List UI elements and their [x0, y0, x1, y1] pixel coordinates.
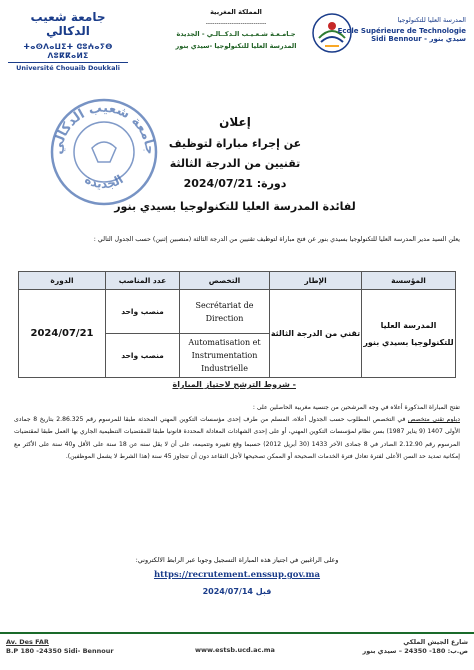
cell-institution: المدرسة العليا للتكنولوجيا بسيدي بنور	[362, 290, 456, 378]
stamp-bottom-text: الجديدة	[82, 172, 126, 192]
university-english-name: Université Chouaib Doukkali	[8, 62, 128, 72]
university-label: جـامـعـة شـعـيـب الـدكــالـي - الجديدة	[176, 30, 296, 38]
cell-positions: منصب واحد	[106, 290, 180, 334]
conditions-intro: تفتح المباراة المذكورة أعلاه في وجه المرشحين من جنسية مغربية الحاصلين على :	[252, 404, 460, 411]
title-line-2: عن إجراء مباراة لتوظيف	[168, 137, 302, 150]
letterhead	[0, 0, 474, 80]
kingdom-label: المملكة المغربية	[210, 8, 262, 16]
header-session: الدورة	[19, 272, 106, 290]
title-line-5: لفائدة المدرسة العليا للتكنولوجيا بسيدي بنور	[114, 200, 356, 213]
title-line-3: تقنيين من الدرجة الثالثة	[169, 157, 301, 170]
cell-specialty: Secrétariat de Direction	[180, 290, 270, 334]
school-logo	[311, 12, 466, 72]
university-tifinagh-name: ⵜⴰⵙⴷⴰⵡⵉⵜ ⵛⵓⵄⴰⵢⴱ ⴷⵓⴽⴽⴰⵍⵉ	[23, 42, 113, 60]
conditions-heading: - شروط الترشح لاجتياز المباراة	[172, 380, 296, 389]
cell-session: 2024/07/21	[19, 290, 106, 378]
conditions-body	[14, 402, 460, 463]
header-positions: عدد المناصب	[106, 272, 180, 290]
header-frame: الإطار	[270, 272, 362, 290]
cell-positions: منصب واحد	[106, 334, 180, 378]
title-session: دورة: 2024/07/21	[183, 177, 287, 190]
footer-address-fr	[6, 638, 114, 656]
university-arabic-name: جامعة شعيب الدكالي	[30, 10, 106, 38]
intro-paragraph: يعلن السيد مدير المدرسة العليا للتكنولوجيا بسيدي بنور عن فتح مباراة لتوظيف تقنيين من الدرجة الثالثة (منصبين إثنين) حسب الجدول التالي :	[93, 236, 460, 243]
registration-link[interactable]: https://recrutement.enssup.gov.ma	[153, 570, 321, 580]
footer-po-box-ar: ص.ب: 180- 24350 – سيدي بنور	[362, 647, 468, 655]
footer	[0, 632, 474, 670]
svg-text:جامعة شعيب الدكالي	[51, 101, 158, 156]
footer-website[interactable]: www.estsb.ucd.ac.ma	[195, 646, 275, 654]
footer-po-box-fr: B.P 180 -24350 Sidi- Bennour	[6, 647, 114, 655]
header-separator: ----------------------------	[205, 20, 267, 27]
conditions-text: في التخصص المطلوب حسب الجدول أعلاه، المسلم من طرف إحدى مؤسسات التكوين المهني المحدثة طبقا للمرسوم رقم 2.86.325 بتاريخ 8 جمادى الأولى 1407 (9 يناير 1987) بسن نظام لمؤسسات التكوين المهني، أو على إحدى الشهادات المعادلة المحددة قانونيا طبقا للمقتضيات التنظيمية الجاري بها العمل طبقا لمقتضيات المرسوم رقم 2.12.90 الصادر في 8 جمادى الآخر 1433 (30 أبريل 2012) حسبما وقع تغييره وتتميمه، على أن لا يقل سنه عن 18 سنة على الأقل و40 سنة على الأكثر مع إمكانية تمديد حد السن الأعلى لفترة تعادل فترة الخدمات الصحيحة أو الممكن تصحيحها لأجل التقاعد دون أن تتجاوز 45 سنة (هذا الشرط لا يشمل الموظفين).	[14, 416, 461, 460]
footer-street-ar: شارع الجيش الملكي	[403, 638, 468, 646]
announcement-title	[150, 115, 320, 190]
university-logo	[8, 10, 128, 70]
svg-text:الجديدة	[82, 172, 125, 191]
footer-street-fr: Av. Des FAR	[6, 638, 49, 646]
table-header-row	[19, 272, 456, 290]
conditions-details	[14, 414, 460, 463]
official-stamp	[44, 92, 164, 212]
diploma-highlight: دبلوم تقني متخصص	[407, 416, 460, 424]
registration-deadline: قبل 2024/07/14	[202, 587, 272, 596]
positions-table	[18, 271, 456, 378]
school-label: المدرسة العليا للتكنولوجيا -سيدي بنور	[175, 42, 297, 50]
cell-specialty: Automatisation et Instrumentation Industrielle	[180, 334, 270, 378]
header-specialty: التخصص	[180, 272, 270, 290]
header-institution: المؤسسة	[362, 272, 456, 290]
school-arabic-name: المدرسة العليا للتكنولوجيا	[397, 16, 466, 24]
registration-instruction: وعلى الراغبين في اجتياز هذه المباراة التسجيل وجوبا عبر الرابط الالكتروني:	[135, 556, 339, 564]
header-center	[156, 8, 316, 50]
stamp-top-text: جامعة شعيب الدكالي	[50, 100, 158, 156]
cell-frame: تقني من الدرجة الثالثة	[270, 290, 362, 378]
footer-address-ar	[363, 638, 469, 656]
school-french-name: Ecole Supérieure de Technologie	[337, 27, 466, 35]
table-row	[19, 290, 456, 334]
school-city: Sidi Bennour - سيدي بنور	[371, 35, 466, 43]
announcement-heading: إعلان	[219, 115, 251, 129]
